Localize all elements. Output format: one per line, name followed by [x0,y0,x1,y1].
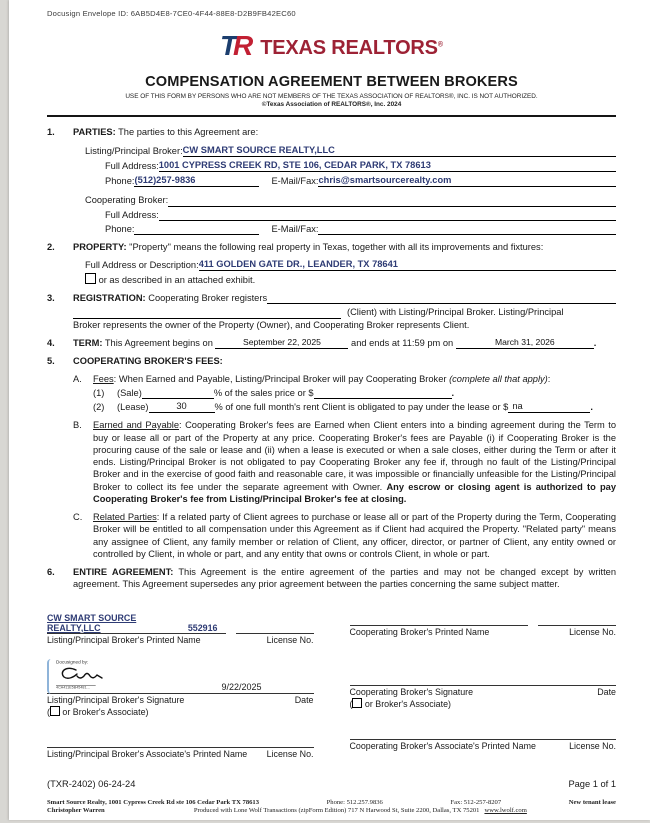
term-begin-value: September 22, 2025 [243,336,321,347]
term-begin-field[interactable] [215,337,348,349]
listing-associate-printed-label: Listing/Principal Broker's Associate's Printed Name [47,748,248,759]
document-page [9,0,650,820]
coop-associate-printed-field[interactable] [350,727,617,740]
fees-item-b [73,419,616,505]
registration-label: REGISTRATION: [73,293,146,304]
fees-a-underlined: Fees [93,374,114,385]
lease-item-tag: (Lease) [117,401,149,412]
lease-amount-value: na [512,400,523,411]
listing-license-value: 552916 [187,622,218,633]
property-address-label: Full Address or Description: [85,259,199,270]
lease-percent-value: 30 [176,400,187,411]
listing-address-value: 1001 CYPRESS CREEK RD, STE 106, CEDAR PARK, TX 78613 [158,159,431,170]
brand-wordmark: TEXAS REALTORS® [260,36,443,59]
footer-phone: Phone: 512.257.9836 [326,798,383,806]
assoc-paren: ( [349,698,353,709]
footer-note: New tenant lease [568,798,616,806]
term-label: TERM: [73,337,103,348]
section-term [47,337,616,349]
coop-printed-name-label: Cooperating Broker's Printed Name [349,626,490,637]
listing-phone-field[interactable] [134,174,259,187]
sale-mid-text: % of the sales price or $ [213,387,314,398]
listing-signature-label: Listing/Principal Broker's Signature [47,694,185,705]
copyright-line: ©Texas Association of REALTORS®, Inc. 2024 [261,101,402,108]
footer-office: Smart Source Realty, 1001 Cypress Creek Rd ste 106 Cedar Park TX 78613 [47,798,260,806]
term-period: . [593,337,597,348]
sale-percent-field[interactable] [142,387,214,399]
registration-client-field-1[interactable] [267,292,616,304]
coop-signature-label: Cooperating Broker's Signature [349,686,474,697]
sale-amount-field[interactable] [314,387,452,399]
section-number: 5. [47,356,55,367]
footer-fax: Fax: 512-257-8207 [450,798,502,806]
section-number: 3. [47,293,55,304]
listing-email-label: E-Mail/Fax: [271,176,319,187]
svg-text:T: T [220,32,238,59]
coop-broker-label: Cooperating Broker: [85,195,169,206]
property-intro: "Property" means the following real property in Texas, together with all its improvements and fixtures: [126,242,544,253]
term-part2: and ends at 11:59 pm on [348,337,456,348]
page-number: Page 1 of 1 [568,778,616,789]
listing-email-field[interactable] [318,174,616,187]
coop-email-field[interactable] [318,223,616,235]
term-part1: This Agreement begins on [102,337,216,348]
coop-phone-label: Phone: [105,223,135,234]
fees-c-text: : If a related party of Client agrees to purchase or lease all or part of the Property during the Term, Cooperating Broker will be entitled to all compensation under this Agreement as if Client had acquired the Property. "Related party" means any assignee of Client, any family member or relation of Client, any officer, director, or partner of Client, any entity owned or controlled by Client, in whole or part, and any entity that owns or controls Client, in whole or part. [93,512,617,559]
entire-agreement-label: ENTIRE AGREEMENT: [73,567,174,578]
coop-date-label: Date [597,686,616,697]
header-rule [47,115,616,117]
assoc-paren: ( [47,706,50,717]
cooperating-broker-signature-column [350,613,617,759]
fees-b-bold: Any escrow or closing agent is authorized to pay Cooperating Broker's fee from Listing/Principal Broker's fee at closing. [93,481,617,504]
fees-a-text: : When Earned and Payable, Listing/Principal Broker will pay Cooperating Broker [113,374,450,385]
lease-item-number: (2) [93,401,105,412]
listing-printed-name-label: Listing/Principal Broker's Printed Name [47,634,201,645]
entire-agreement-text: This Agreement is the entire agreement of the parties and may not be changed except by written agreement. This Agreement supersedes any prior agreement between the parties concerning the same subject matter. [73,567,616,590]
section-number: 4. [47,337,55,348]
brand-header [47,32,616,64]
fees-item-a [73,373,616,413]
registration-client-field-2[interactable] [73,307,341,319]
exhibit-label: or as described in an attached exhibit. [96,274,256,285]
section-registration [47,292,616,331]
listing-broker-value: CW SMART SOURCE REALTY,LLC [182,144,335,155]
listing-email-value: chris@smartsourcerealty.com [318,175,452,186]
listing-signature-field[interactable] [47,659,314,694]
term-end-field[interactable] [456,337,594,349]
listing-date-label: Date [294,694,314,705]
sale-item-tag: (Sale) [117,387,142,398]
usage-notice: USE OF THIS FORM BY PERSONS WHO ARE NOT MEMBERS OF THE TEXAS ASSOCIATION OF REALTORS®, INC. IS NOT AUTHORIZED. [125,93,538,100]
coop-associate-printed-label: Cooperating Broker's Associate's Printed Name [349,740,536,751]
term-end-value: March 31, 2026 [494,336,555,347]
fees-c-underlined: Related Parties [93,512,157,523]
fees-a-italic: (complete all that apply) [449,374,548,385]
svg-text:R: R [233,32,254,59]
fees-b-underlined: Earned and Payable [93,420,180,431]
document-title: COMPENSATION AGREEMENT BETWEEN BROKERS [145,74,518,90]
lease-amount-field[interactable] [508,400,590,413]
lease-mid-text: % of one full month's rent Client is obligated to pay under the lease or $ [214,401,509,412]
listing-license-field[interactable] [236,621,314,634]
lease-period: . [590,401,593,412]
form-code: (TXR-2402) 06-24-24 [47,778,136,789]
listing-associate-license-label: License No. [266,748,314,759]
lease-percent-field[interactable] [149,400,215,413]
lwolf-link[interactable]: www.lwolf.com [484,807,527,814]
property-address-value: 411 GOLDEN GATE DR., LEANDER, TX 78641 [198,258,398,269]
parties-label: PARTIES: [73,127,116,138]
coop-address-field[interactable] [159,209,616,221]
section-parties [47,126,616,235]
fees-b-text: : Cooperating Broker's fees are Earned when Client enters into a binding agreement during the Term to buy or lease all or part of the Property at any price. Cooperating Broker's fees are Payable (i) if Cooperating Broker is the procuring cause of the sale or lease and (ii) when a lease is executed or when a sale closes, either during the Term or after it ends. Listing/Principal Broker is not obligated to pay Cooperating Broker any fee if, through no fault of the Listing/Principal Broker and in the exercise of good faith and reasonable care, it was impossible or financially unfeasible for the Listing/Principal Broker to collect its fee under the separate agreement with Owner. [93,420,616,492]
signature-scribble-icon [56,665,120,683]
listing-printed-name-value: CW SMART SOURCE REALTY,LLC [47,612,137,633]
coop-phone-field[interactable] [134,223,259,235]
docusign-signature-stamp [47,659,124,694]
coop-license-field[interactable] [538,613,616,626]
docusign-stamp-id: 4CA411E5B45481... [56,685,96,690]
registration-line2: (Client) with Listing/Principal Broker. Listing/Principal [347,307,564,318]
property-address-field[interactable] [199,258,616,271]
coop-associate-label: or Broker's Associate) [362,698,451,709]
listing-phone-value: (512)257-9836 [134,175,196,186]
footer-produced: Produced with Lone Wolf Transactions (zipForm Edition) 717 N Harwood St, Suite 2200, Dallas, TX 75201 [193,807,480,814]
sale-item-number: (1) [93,387,105,398]
listing-signature-date-value: 9/22/2025 [221,681,262,692]
listing-address-label: Full Address: [105,160,159,171]
exhibit-checkbox[interactable] [85,273,96,284]
coop-email-label: E-Mail/Fax: [271,223,319,234]
property-label: PROPERTY: [73,242,127,253]
coop-associate-checkbox[interactable] [349,698,362,709]
section-property [47,241,616,286]
coop-license-label: License No. [569,626,616,637]
fees-a-colon: : [547,374,551,385]
coop-associate-license-label: License No. [569,740,616,751]
coop-signature-field[interactable] [350,673,617,686]
section-entire-agreement [47,566,616,591]
section-fees [47,355,616,560]
listing-license-label: License No. [266,634,314,645]
listing-broker-field[interactable] [183,144,616,157]
docusign-envelope-id: Docusign Envelope ID: 6AB5D4E8-7CE0-4F44-88E8-D2B9FB42EC60 [47,9,296,18]
parties-intro: The parties to this Agreement are: [115,127,259,138]
listing-associate-checkbox[interactable] [50,706,60,716]
texas-realtors-logo-icon [220,32,254,64]
docusign-stamp-label: Docusigned by: [56,660,89,666]
signature-area [47,613,616,759]
listing-broker-signature-column [47,613,314,759]
item-letter: A. [73,374,82,385]
listing-printed-name-field[interactable] [47,613,226,634]
registration-intro: Cooperating Broker registers [145,293,268,304]
listing-associate-printed-field[interactable] [47,735,314,748]
sale-period: . [451,387,455,398]
section-number: 1. [47,127,55,138]
listing-address-field[interactable] [159,159,616,172]
coop-broker-field[interactable] [168,195,616,207]
listing-phone-label: Phone: [105,176,135,187]
registration-line3: Broker represents the owner of the Property (Owner), and Cooperating Broker represents Client. [73,319,470,330]
listing-broker-label: Listing/Principal Broker: [85,145,183,156]
footer-agent: Christopher Warren [47,807,105,814]
fees-item-c [73,511,616,560]
page-footer [47,779,616,815]
section-number: 2. [47,242,55,253]
coop-printed-name-field[interactable] [350,613,529,626]
item-letter: B. [73,420,82,431]
coop-address-label: Full Address: [105,209,159,220]
listing-associate-label: or Broker's Associate) [59,706,149,717]
section-number: 6. [47,567,55,578]
item-letter: C. [73,512,83,523]
fees-label: COOPERATING BROKER'S FEES: [73,356,223,367]
